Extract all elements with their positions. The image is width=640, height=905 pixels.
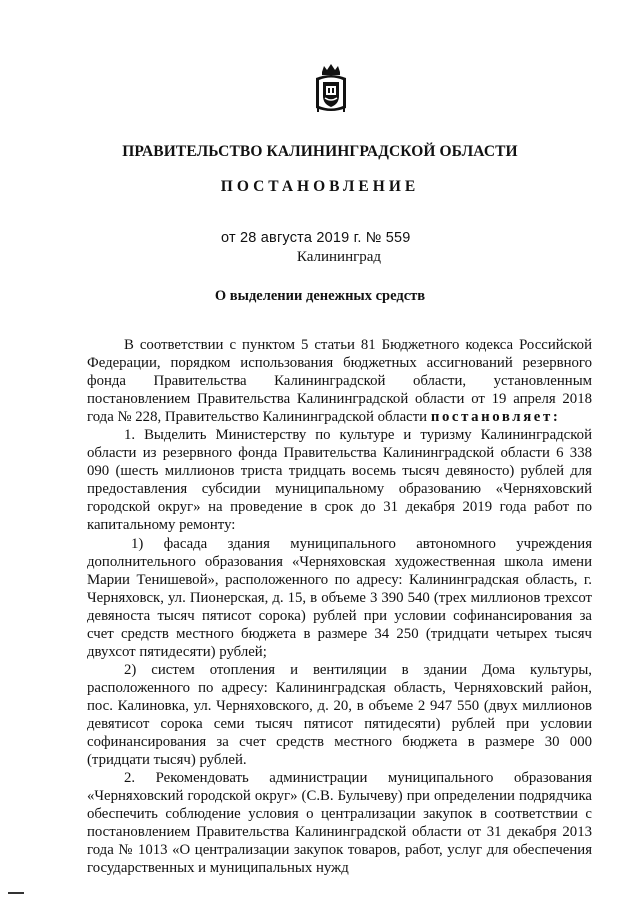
resolves-word: постановляет:	[430, 409, 561, 426]
item-2-paragraph: 2. Рекомендовать администрации муниципального образования «Черняховский городской округ» (С.В. Булычеву) при определении подрядчика обеспечить соблюдение условия о централизации закупок в соответствии с постановлением Правительства Калининградской области от 31 декабря 2013 года № 1013 «О централизации закупок товаров, работ, услуг для обеспечения государственных и муниципальных нужд	[87, 770, 592, 877]
item-1-paragraph: 1. Выделить Министерству по культуре и туризму Калининградской области из резервного фонда Правительства Калининградской области 6 338 090 (шесть миллионов триста тридцать восемь тысяч девяносто) рублей для предоставления субсидии муниципальному образованию «Черняховский городской округ» на проведение в срок до 31 декабря 2019 года работ по капитальному ремонту:	[87, 427, 592, 534]
coat-of-arms-icon	[314, 62, 348, 114]
document-subject: О выделении денежных средств	[214, 288, 426, 304]
item-1-1-paragraph: 1) фасада здания муниципального автономного учреждения дополнительного образования «Черняховская художественная школа имени Марии Тенишевой», расположенного по адресу: Калининградская область, г. Черняховск, ул. Пионерская, д. 15, в объеме 3 390 540 (трех миллионов трехсот девяноста тысяч пятисот сорока) рублей при условии софинансирования за счет средств местного бюджета в размере 34 250 (тридцати четырех тысяч двухсот пятидесяти) рублей;	[87, 535, 592, 660]
date-and-number: от 28 августа 2019 г. № 559	[221, 230, 411, 246]
city: Калининград	[296, 249, 382, 265]
preamble-paragraph	[87, 336, 592, 426]
scan-edge-mark	[8, 892, 24, 894]
document-type: ПОСТАНОВЛЕНИЕ	[220, 178, 420, 195]
document-body	[87, 336, 592, 877]
preamble-text: В соответствии с пунктом 5 статьи 81 Бюджетного кодекса Российской Федерации, порядком использования бюджетных ассигнований резервного фонда Правительства Калининградской области, установленным постановлением Правительства Калининградской области от 19 апреля 2018 года № 228, Правительство Калининградской области	[87, 337, 592, 426]
item-1-2-paragraph: 2) систем отопления и вентиляции в здании Дома культуры, расположенного по адресу: Калининградская область, Черняховский район, пос. Калиновка, ул. Черняховского, д. 20, в объеме 2 947 550 (двух миллионов девятисот сорока семи тысяч пятисот пятидесяти) рублей при условии софинансирования за счет средств местного бюджета в размере 30 000 (тридцати тысяч) рублей.	[87, 661, 592, 769]
government-title: ПРАВИТЕЛЬСТВО КАЛИНИНГРАДСКОЙ ОБЛАСТИ	[122, 143, 518, 160]
